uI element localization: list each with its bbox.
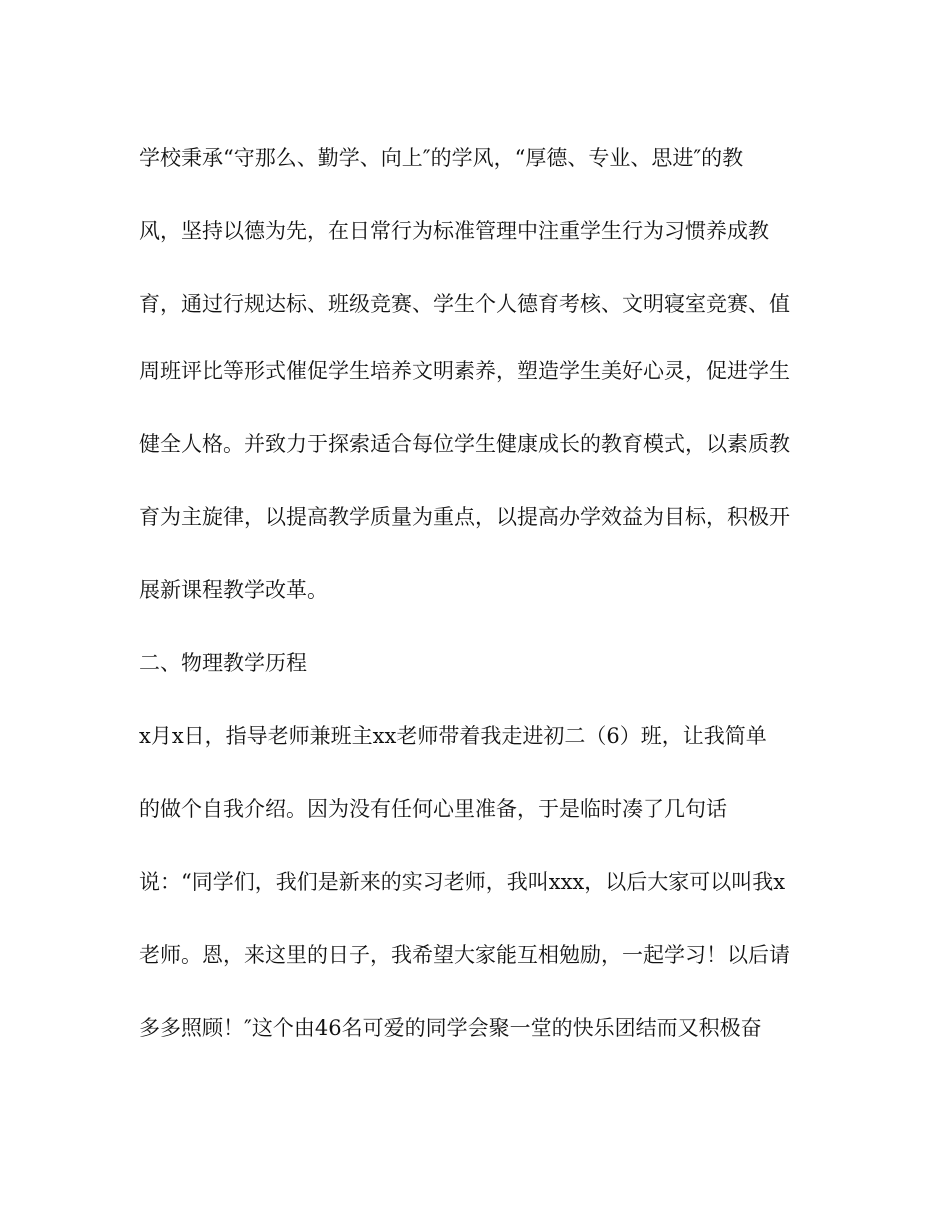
text-line-7: 展新课程教学改革。	[139, 578, 328, 602]
text-line-5: 健全人格。并致力于探索适合每位学生健康成长的教育模式，以素质教	[139, 432, 790, 456]
text-line-12: 老师。恩，来这里的日子，我希望大家能互相勉励，一起学习！以后请	[139, 943, 790, 967]
section-heading: 二、物理教学历程	[139, 651, 307, 675]
text-line-6: 育为主旋律，以提高教学质量为重点，以提高办学效益为目标，积极开	[139, 505, 790, 529]
text-line-1: 学校秉承“守那么、勤学、向上″的学风，“厚德、专业、思进″的教	[139, 146, 744, 170]
text-line-3: 育，通过行规达标、班级竞赛、学生个人德育考核、文明寝室竞赛、值	[139, 292, 790, 316]
text-line-4: 周班评比等形式催促学生培养文明素养，塑造学生美好心灵，促进学生	[139, 359, 790, 383]
text-line-13: 多多照顾！″这个由46名可爱的同学会聚一堂的快乐团结而又积极奋	[139, 1016, 762, 1040]
text-line-2: 风，坚持以德为先，在日常行为标准管理中注重学生行为习惯养成教	[139, 219, 769, 243]
text-line-10: 的做个自我介绍。因为没有任何心里准备，于是临时凑了几句话	[139, 797, 727, 821]
text-line-11: 说：“同学们，我们是新来的实习老师，我叫xxx，以后大家可以叫我x	[139, 870, 786, 894]
text-line-9: x月x日，指导老师兼班主xx老师带着我走进初二（6）班，让我简单	[139, 724, 767, 748]
